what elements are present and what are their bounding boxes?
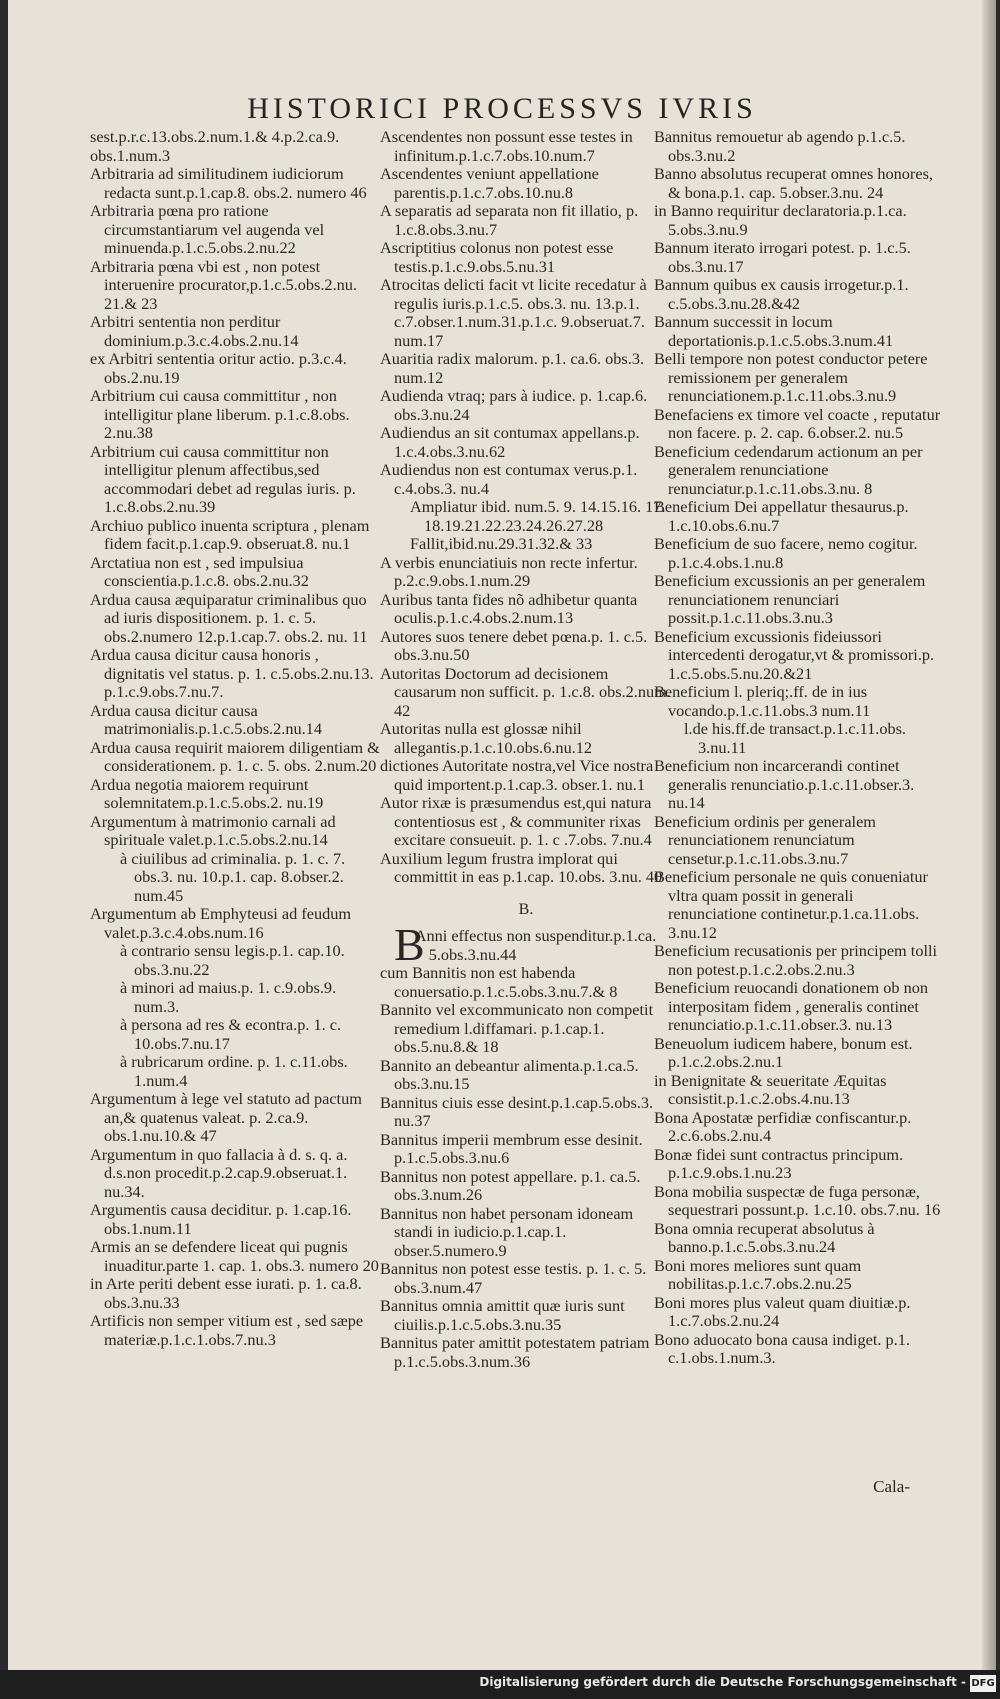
- index-entry: Beneficium excussionis fideiussori intercedenti derogatur,vt & promissori.p. 1.c.5.obs.5.nu.20.&21: [654, 626, 935, 683]
- index-subentry: Fallit,ibid.nu.29.31.32.& 33: [410, 534, 593, 553]
- index-entry: Ascendentes non possunt esse testes in infinitum.p.1.c.7.obs.10.num.7: [380, 127, 633, 165]
- index-entry: Argumentum in quo fallacia à d. s. q. a. d.s.non procedit.p.2.cap.9.obseruat.1. nu.34.: [90, 1144, 348, 1201]
- index-entry: Audienda vtraq; pars à iudice. p. 1.cap.6. obs.3.nu.24: [380, 386, 648, 424]
- index-entry: Autoritas nulla est glossæ nihil allegantis.p.1.c.10.obs.6.nu.12: [380, 719, 593, 757]
- running-header: HISTORICI PROCESSVS IVRIS: [247, 92, 757, 125]
- index-subentry: l.de his.ff.de transact.p.1.c.11.obs. 3.nu.11: [684, 719, 907, 757]
- index-entry: Arbitraria ad similitudinem iudiciorum redacta sunt.p.1.cap.8. obs.2. numero 46: [90, 164, 367, 202]
- index-entry: Atrocitas delicti facit vt licite recedatur à regulis iuris.p.1.c.5. obs.3. nu. 13.p.1. c.7.obser.1.num.31.p.1.c. 9.obseruat.7. num.17: [380, 275, 647, 350]
- index-entry: Bannito an debeantur alimenta.p.1.ca.5. obs.3.nu.15: [380, 1055, 639, 1093]
- index-entry: sest.p.r.c.13.obs.2.num.1.& 4.p.2.ca.9.: [90, 127, 340, 146]
- index-entry: Bannum successit in locum deportationis.p.1.c.5.obs.3.num.41: [654, 312, 894, 350]
- index-entry: in Arte periti debent esse iurati. p. 1. ca.8. obs.3.nu.33: [90, 1274, 362, 1312]
- index-entry: Bannum iterato irrogari potest. p. 1.c.5. obs.3.nu.17: [654, 238, 911, 276]
- index-entry: Beneficium excussionis an per generalem renunciationem renunciari possit.p.1.c.11.obs.3.nu.3: [654, 571, 926, 627]
- index-entry: Bannitus pater amittit potestatem patriam p.1.c.5.obs.3.num.36: [380, 1333, 650, 1371]
- index-entry: Bannitus omnia amittit quæ iuris sunt ciuilis.p.1.c.5.obs.3.nu.35: [380, 1296, 625, 1334]
- index-column-1: [90, 128, 382, 1349]
- index-entry: Argumentum à matrimonio carnali ad spirituale valet.p.1.c.5.obs.2.nu.14: [90, 811, 336, 849]
- index-subentry: à minori ad maius.p. 1. c.9.obs.9. num.3.: [120, 978, 337, 1016]
- index-entry: in Banno requiritur declaratoria.p.1.ca. 5.obs.3.nu.9: [654, 201, 907, 239]
- index-entry: Bannitus imperii membrum esse desinit. p.1.c.5.obs.3.nu.6: [380, 1129, 643, 1167]
- index-entry: Bannitus remouetur ab agendo p.1.c.5. obs.3.nu.2: [654, 127, 906, 165]
- index-entry: Arbitraria pœna vbi est , non potest interuenire procurator,p.1.c.5.obs.2.nu. 21.& 23: [90, 256, 357, 313]
- index-entry: Benefaciens ex timore vel coacte , reputatur non facere. p. 2. cap. 6.obser.2. nu.5: [654, 404, 941, 442]
- index-entry: Boni mores meliores sunt quam nobilitas.p.1.c.7.obs.2.nu.25: [654, 1255, 862, 1293]
- index-entry: Beneficium reuocandi donationem ob non interpositam fidem , generalis continet renunciatio.p.1.c.11.obser.3. nu.13: [654, 978, 928, 1034]
- index-entry: Arbitrium cui causa committitur non intelligitur plenum affectibus,sed accommodari debet ad regulas iuris. p. 1.c.8.obs.2.nu.39: [90, 441, 356, 516]
- index-entry: Belli tempore non potest conductor petere remissionem per generalem renunciationem.p.1.c.11.obs.3.nu.9: [654, 349, 928, 405]
- index-entry: Bona omnia recuperat absolutus à banno.p.1.c.5.obs.3.nu.24: [654, 1218, 875, 1256]
- footer-credit: Digitalisierung gefördert durch die Deutsche Forschungsgemeinschaft -: [479, 1675, 966, 1689]
- index-entry: Beneficium personale ne quis conueniatur vltra quam possit in generali renunciatione continetur.p.1.ca.11.obs. 3.nu.12: [654, 867, 928, 942]
- drop-cap: B: [394, 919, 425, 970]
- index-entry: Audiendus non est contumax verus.p.1. c.4.obs.3. nu.4: [380, 460, 638, 498]
- index-entry: Ascriptitius colonus non potest esse testis.p.1.c.9.obs.5.nu.31: [380, 238, 614, 276]
- book-page: [8, 0, 996, 1670]
- index-entry: B Anni effectus non suspenditur.p.1.ca. 5.obs.3.nu.44: [394, 919, 657, 970]
- index-entry: Bona mobilia suspectæ de fuga personæ, sequestrari possunt.p. 1.c.10. obs.7.nu. 16: [654, 1181, 941, 1219]
- page-edge: [982, 0, 996, 1670]
- index-column-2: [380, 128, 672, 1371]
- index-entry: A separatis ad separata non fit illatio, p. 1.c.8.obs.3.nu.7: [380, 201, 639, 239]
- index-subentry: à contrario sensu legis.p.1. cap.10. obs.3.nu.22: [120, 941, 345, 979]
- index-entry: Arctatiua non est , sed impulsiua conscientia.p.1.c.8. obs.2.nu.32: [90, 552, 309, 590]
- index-subentry: à ciuilibus ad criminalia. p. 1. c. 7. obs.3. nu. 10.p.1. cap. 8.obser.2. num.45: [120, 848, 346, 905]
- index-entry: dictiones Autoritate nostra,vel Vice nostra quid importent.p.1.cap.3. obser.1. nu.1: [380, 756, 654, 794]
- index-entry: Beneficium recusationis per principem tolli non potest.p.1.c.2.obs.2.nu.3: [654, 941, 938, 979]
- index-entry: Autores suos tenere debet pœna.p. 1. c.5. obs.3.nu.50: [380, 626, 648, 664]
- index-entry: Bannum quibus ex causis irrogetur.p.1. c.5.obs.3.nu.28.&42: [654, 275, 909, 313]
- index-entry: Beneficium cedendarum actionum an per generalem renunciatione renunciatur.p.1.c.11.obs.3.nu. 8: [654, 441, 923, 498]
- section-letter: B.: [518, 900, 534, 918]
- index-entry: Archiuo publico inuenta scriptura , plenam fidem facit.p.1.cap.9. obseruat.8. nu.1: [90, 515, 370, 553]
- index-entry: Bona Apostatæ perfidiæ confiscantur.p. 2.c.6.obs.2.nu.4: [654, 1107, 912, 1145]
- index-entry: Bannito vel excommunicato non competit remedium l.diffamari. p.1.cap.1. obs.5.nu.8.& 18: [380, 1000, 654, 1056]
- index-entry: Bannitus non potest esse testis. p. 1. c. 5. obs.3.num.47: [380, 1259, 647, 1297]
- index-entry: Autor rixæ is præsumendus est,qui natura contentiosus est , & communiter rixas excitare consueuit. p. 1. c .7.obs. 7.nu.4: [380, 793, 652, 849]
- index-entry: Arbitrium cui causa committitur , non intelligitur plane liberum. p.1.c.8.obs. 2.nu.38: [90, 386, 350, 442]
- index-entry: Beneficium ordinis per generalem renunciationem renunciatum censetur.p.1.c.11.obs.3.nu.7: [654, 811, 876, 868]
- index-entry: A verbis enunciatiuis non recte infertur. p.2.c.9.obs.1.num.29: [380, 552, 638, 590]
- index-entry: Beneficium non incarcerandi continet generalis renunciatio.p.1.c.11.obser.3. nu.14: [654, 756, 915, 812]
- index-entry: Argumentum ab Emphyteusi ad feudum valet.p.3.c.4.obs.num.16: [90, 904, 352, 942]
- dfg-logo: DFG: [970, 1675, 996, 1692]
- index-entry: Bono aduocato bona causa indiget. p.1. c.1.obs.1.num.3.: [654, 1329, 910, 1367]
- index-entry: Boni mores plus valeut quam diuitiæ.p. 1.c.7.obs.2.nu.24: [654, 1292, 911, 1330]
- index-entry: Arbitri sententia non perditur dominium.p.3.c.4.obs.2.nu.14: [90, 312, 299, 350]
- index-entry: Bannitus ciuis esse desint.p.1.cap.5.obs.3. nu.37: [380, 1092, 654, 1130]
- index-entry: Auribus tanta fides nõ adhibetur quanta oculis.p.1.c.4.obs.2.num.13: [380, 589, 638, 627]
- index-entry: Bannitus non habet personam idoneam standi in iudicio.p.1.cap.1. obser.5.numero.9: [380, 1203, 634, 1260]
- index-entry: Beneuolum iudicem habere, bonum est. p.1.c.2.obs.2.nu.1: [654, 1033, 913, 1071]
- index-entry: Beneficium l. pleriq;.ff. de in ius vocando.p.1.c.11.obs.3 num.11: [654, 682, 871, 720]
- index-entry: Argumentis causa deciditur. p. 1.cap.16. obs.1.num.11: [90, 1200, 352, 1238]
- index-subentry: Ampliatur ibid. num.5. 9. 14.15.16. 17. 18.19.21.22.23.24.26.27.28: [410, 497, 666, 535]
- index-entry: Bannitus non potest appellare. p.1. ca.5. obs.3.num.26: [380, 1166, 641, 1204]
- index-entry: Armis an se defendere liceat qui pugnis inuaditur.parte 1. cap. 1. obs.3. numero 20: [90, 1237, 379, 1275]
- index-entry: Argumentum à lege vel statuto ad pactum an,& quatenus valeat. p. 2.ca.9. obs.1.nu.10.& 47: [90, 1089, 362, 1145]
- index-entry: Ardua causa requirit maiorem diligentiam & considerationem. p. 1. c. 5. obs. 2.num.20: [90, 737, 380, 775]
- index-entry: Beneficium Dei appellatur thesaurus.p. 1.c.10.obs.6.nu.7: [654, 497, 909, 535]
- index-subentry: à persona ad res & econtra.p. 1. c. 10.obs.7.nu.17: [120, 1015, 342, 1053]
- index-entry: Ardua causa æquiparatur criminalibus quo ad iuris dispositionem. p. 1. c. 5. obs.2.numero 12.p.1.cap.7. obs.2. nu. 11: [90, 589, 368, 646]
- index-entry: in Benignitate & seueritate Æquitas consistit.p.1.c.2.obs.4.nu.13: [654, 1070, 887, 1108]
- catchword: Cala-: [873, 1477, 910, 1496]
- index-entry: Beneficium de suo facere, nemo cogitur. p.1.c.4.obs.1.nu.8: [654, 534, 918, 572]
- index-entry: Auaritia radix malorum. p.1. ca.6. obs.3. num.12: [380, 349, 645, 387]
- index-entry: ex Arbitri sententia oritur actio. p.3.c.4. obs.2.nu.19: [90, 349, 347, 387]
- index-entry: Ardua negotia maiorem requirunt solemnitatem.p.1.c.5.obs.2. nu.19: [90, 774, 324, 812]
- index-entry: Audiendus an sit contumax appellans.p. 1.c.4.obs.3.nu.62: [380, 423, 640, 461]
- index-entry: Arbitraria pœna pro ratione circumstantiarum vel augenda vel minuenda.p.1.c.5.obs.2.nu.22: [90, 201, 325, 257]
- index-entry: Autoritas Doctorum ad decisionem causarum non sufficit. p. 1.c.8. obs.2.num. 42: [380, 663, 671, 720]
- index-entry: Banno absolutus recuperat omnes honores, & bona.p.1. cap. 5.obser.3.nu. 24: [654, 164, 933, 202]
- index-entry: Auxilium legum frustra implorat qui committit in eas p.1.cap. 10.obs. 3.nu. 40: [380, 848, 663, 886]
- index-entry: cum Bannitis non est habenda conuersatio.p.1.c.5.obs.3.nu.7.& 8: [380, 963, 618, 1001]
- index-entry: Ardua causa dicitur causa honoris , dignitatis vel status. p. 1. c.5.obs.2.nu.13. p.1.c.9.obs.7.nu.7.: [90, 645, 374, 701]
- index-entry: Bonæ fidei sunt contractus principum. p.1.c.9.obs.1.nu.23: [654, 1144, 904, 1182]
- digitization-footer: [0, 1670, 1000, 1699]
- index-entry: Ascendentes veniunt appellatione parentis.p.1.c.7.obs.10.nu.8: [380, 164, 599, 202]
- index-entry: Ardua causa dicitur causa matrimonialis.p.1.c.5.obs.2.nu.14: [90, 700, 322, 738]
- index-entry: obs.1.num.3: [90, 145, 171, 165]
- index-column-3: [654, 128, 946, 1368]
- index-entry: Artificis non semper vitium est , sed sæpe materiæ.p.1.c.1.obs.7.nu.3: [90, 1311, 364, 1349]
- index-subentry: à rubricarum ordine. p. 1. c.11.obs. 1.num.4: [120, 1052, 348, 1090]
